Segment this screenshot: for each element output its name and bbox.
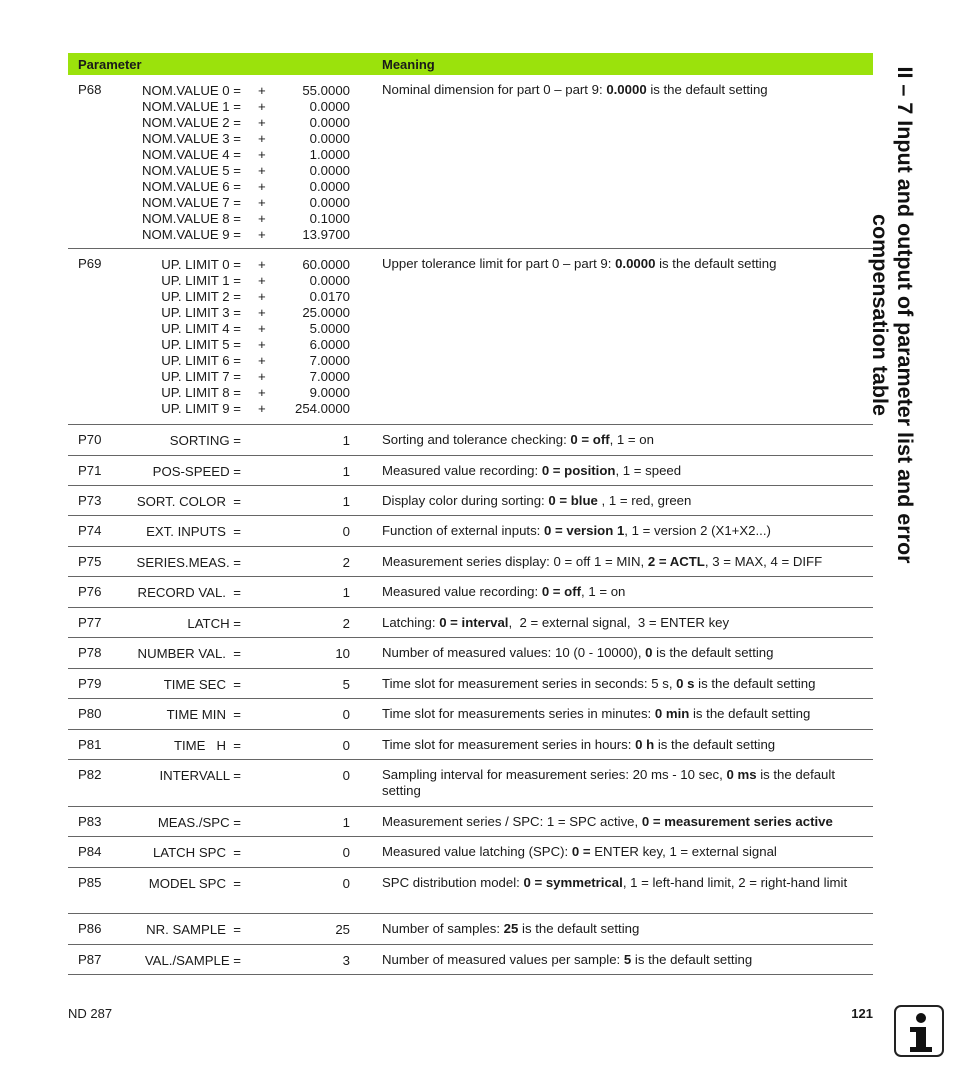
parameter-line — [68, 195, 358, 211]
side-title-line-2: compensation table — [868, 214, 892, 416]
parameter-value: 13.9700 — [302, 227, 350, 242]
parameter-id: P83 — [78, 814, 102, 829]
meaning-text: is the default setting — [631, 952, 753, 967]
parameter-label: UP. LIMIT 9 = — [161, 401, 241, 416]
parameter-value: 5 — [342, 677, 350, 692]
parameter-line — [68, 115, 358, 131]
table-row — [68, 638, 873, 669]
parameter-id: P80 — [78, 706, 102, 721]
table-row — [68, 669, 873, 699]
parameter-id: P78 — [78, 645, 102, 660]
parameter-line — [68, 99, 358, 115]
parameter-id: P77 — [78, 615, 102, 630]
parameter-value: 7.0000 — [309, 369, 350, 384]
parameter-label: UP. LIMIT 4 = — [161, 321, 241, 336]
parameter-meaning — [382, 493, 870, 509]
value-sign: + — [258, 337, 266, 352]
parameter-label: UP. LIMIT 0 = — [161, 257, 241, 272]
parameter-value: 1 — [342, 585, 350, 600]
value-sign: + — [258, 227, 266, 242]
parameter-id: P82 — [78, 767, 102, 782]
parameter-value: 1 — [342, 464, 350, 479]
value-sign: + — [258, 321, 266, 336]
header-parameter: Parameter — [78, 56, 142, 72]
parameter-line — [68, 401, 358, 417]
parameter-meaning — [382, 645, 870, 661]
value-sign: + — [258, 147, 266, 162]
parameter-values — [68, 953, 358, 969]
parameter-label: MEAS./SPC = — [157, 815, 241, 830]
meaning-text: Display color during sorting: — [382, 493, 549, 508]
meaning-bold-text: 0.0000 — [606, 82, 647, 97]
parameter-value: 0.0000 — [309, 195, 350, 210]
parameter-line — [68, 707, 358, 723]
parameter-values — [68, 815, 358, 831]
parameter-id: P68 — [78, 82, 102, 97]
meaning-bold-text: 0.0000 — [615, 256, 656, 271]
table-row — [68, 486, 873, 516]
table-row — [68, 425, 873, 456]
table-row — [68, 760, 873, 807]
meaning-text: Measured value latching (SPC): — [382, 844, 572, 859]
meaning-text: , 1 = red, green — [597, 493, 692, 508]
meaning-bold-text: 0 = position — [541, 463, 616, 478]
parameter-meaning — [382, 952, 870, 968]
parameter-values — [68, 494, 358, 510]
value-sign: + — [258, 99, 266, 114]
meaning-text: Measurement series display: 0 = off 1 = MIN, — [382, 554, 648, 569]
table-row — [68, 456, 873, 486]
parameter-meaning — [382, 706, 870, 722]
parameter-value: 254.0000 — [294, 401, 350, 416]
parameter-label: UP. LIMIT 2 = — [161, 289, 241, 304]
meaning-text: Sampling interval for measurement series: 20 ms - 10 sec, — [382, 767, 727, 782]
meaning-text: is the default setting — [694, 676, 816, 691]
parameter-line — [68, 353, 358, 369]
parameter-line — [68, 815, 358, 831]
table-row — [68, 730, 873, 760]
parameter-line — [68, 321, 358, 337]
value-sign: + — [258, 305, 266, 320]
meaning-text: Time slot for measurements series in minutes: — [382, 706, 655, 721]
parameter-label: NOM.VALUE 3 = — [141, 131, 241, 146]
parameter-label: NOM.VALUE 6 = — [141, 179, 241, 194]
meaning-text: is the default setting — [382, 767, 839, 798]
meaning-text: is the default setting — [654, 737, 776, 752]
parameter-label: UP. LIMIT 1 = — [161, 273, 241, 288]
parameter-meaning — [382, 554, 870, 570]
meaning-text: is the default setting — [518, 921, 640, 936]
parameter-value: 55.0000 — [302, 83, 350, 98]
meaning-text: ENTER key, 1 = external signal — [590, 844, 777, 859]
meaning-bold-text: 0 = blue — [548, 493, 598, 508]
value-sign: + — [258, 257, 266, 272]
parameter-label: NOM.VALUE 0 = — [141, 83, 241, 98]
parameter-values — [68, 768, 358, 784]
parameter-line — [68, 876, 358, 892]
parameter-line — [68, 494, 358, 510]
parameter-meaning — [382, 844, 870, 860]
parameter-line — [68, 289, 358, 305]
parameter-id: P73 — [78, 493, 102, 508]
parameter-value: 0.0000 — [309, 131, 350, 146]
parameter-label: NR. SAMPLE = — [146, 922, 241, 937]
parameter-value: 0.0000 — [309, 99, 350, 114]
parameter-line — [68, 179, 358, 195]
meaning-text: Nominal dimension for part 0 – part 9: — [382, 82, 607, 97]
table-row — [68, 945, 873, 975]
meaning-text: , 1 = left-hand limit, 2 = right-hand limit — [622, 875, 848, 890]
parameter-label: SERIES.MEAS. = — [136, 555, 241, 570]
parameter-meaning — [382, 676, 870, 692]
parameter-value: 0 — [342, 876, 350, 891]
parameter-id: P84 — [78, 844, 102, 859]
parameter-label: NOM.VALUE 1 = — [141, 99, 241, 114]
meaning-bold-text: 0 = interval — [439, 615, 509, 630]
parameter-label: SORT. COLOR = — [136, 494, 241, 509]
parameter-label: NOM.VALUE 7 = — [141, 195, 241, 210]
meaning-text: Number of measured values per sample: — [382, 952, 624, 967]
parameter-value: 0 — [342, 768, 350, 783]
meaning-text: Measurement series / SPC: 1 = SPC active, — [382, 814, 642, 829]
parameter-values — [68, 616, 358, 632]
parameter-line — [68, 83, 358, 99]
meaning-bold-text: 0 = symmetrical — [523, 875, 623, 890]
parameter-value: 2 — [342, 616, 350, 631]
parameter-line — [68, 616, 358, 632]
parameter-label: UP. LIMIT 7 = — [161, 369, 241, 384]
table-row — [68, 577, 873, 608]
table-row — [68, 837, 873, 868]
parameter-label: NOM.VALUE 2 = — [141, 115, 241, 130]
parameter-id: P69 — [78, 256, 102, 271]
parameter-id: P74 — [78, 523, 102, 538]
value-sign: + — [258, 131, 266, 146]
value-sign: + — [258, 273, 266, 288]
parameter-id: P81 — [78, 737, 102, 752]
parameter-value: 0.1000 — [309, 211, 350, 226]
parameter-value: 2 — [342, 555, 350, 570]
table-row — [68, 249, 873, 425]
meaning-text: Time slot for measurement series in seconds: 5 s, — [382, 676, 677, 691]
table-row — [68, 547, 873, 577]
meaning-bold-text: 0 = version 1 — [544, 523, 625, 538]
parameter-value: 1.0000 — [309, 147, 350, 162]
parameter-label: NOM.VALUE 9 = — [141, 227, 241, 242]
meaning-text: , 2 = external signal, 3 = ENTER key — [508, 615, 730, 630]
meaning-text: Upper tolerance limit for part 0 – part 9: — [382, 256, 616, 271]
meaning-text: , 3 = MAX, 4 = DIFF — [704, 554, 823, 569]
parameter-line — [68, 273, 358, 289]
meaning-bold-text: 5 — [623, 952, 632, 967]
parameter-value: 0 — [342, 707, 350, 722]
parameter-value: 0.0000 — [309, 163, 350, 178]
meaning-text: SPC distribution model: — [382, 875, 524, 890]
parameter-values — [68, 257, 358, 417]
value-sign: + — [258, 115, 266, 130]
parameter-line — [68, 738, 358, 754]
parameter-value: 0.0000 — [309, 179, 350, 194]
parameter-line — [68, 646, 358, 662]
meaning-bold-text: 0 = — [571, 844, 591, 859]
parameter-value: 25.0000 — [302, 305, 350, 320]
parameter-id: P87 — [78, 952, 102, 967]
value-sign: + — [258, 195, 266, 210]
meaning-text: , 1 = version 2 (X1+X2...) — [624, 523, 771, 538]
meaning-bold-text: 0 h — [635, 737, 655, 752]
parameter-id: P70 — [78, 432, 102, 447]
parameter-label: UP. LIMIT 6 = — [161, 353, 241, 368]
parameter-value: 0.0000 — [309, 115, 350, 130]
parameter-id: P76 — [78, 584, 102, 599]
parameter-label: VAL./SAMPLE = — [144, 953, 241, 968]
parameter-value: 1 — [342, 494, 350, 509]
page-number: 121 — [851, 1006, 873, 1021]
parameter-label: RECORD VAL. = — [137, 585, 241, 600]
parameter-line — [68, 953, 358, 969]
parameter-values — [68, 677, 358, 693]
meaning-text: , 1 = speed — [615, 463, 682, 478]
parameter-line — [68, 131, 358, 147]
meaning-bold-text: 0 min — [654, 706, 690, 721]
header-meaning: Meaning — [382, 56, 435, 72]
parameter-id: P75 — [78, 554, 102, 569]
parameter-label: LATCH = — [187, 616, 241, 631]
parameter-label: LATCH SPC = — [152, 845, 241, 860]
table-row — [68, 807, 873, 837]
parameter-label: NOM.VALUE 4 = — [141, 147, 241, 162]
parameter-label: INTERVALL = — [159, 768, 241, 783]
parameter-value: 0 — [342, 524, 350, 539]
parameter-meaning — [382, 256, 870, 272]
value-sign: + — [258, 179, 266, 194]
parameter-line — [68, 257, 358, 273]
value-sign: + — [258, 385, 266, 400]
footer-product: ND 287 — [68, 1006, 113, 1021]
table-header — [68, 53, 873, 75]
parameter-label: MODEL SPC = — [148, 876, 241, 891]
meaning-text: is the default setting — [689, 706, 811, 721]
parameter-value: 60.0000 — [302, 257, 350, 272]
parameter-line — [68, 305, 358, 321]
table-row — [68, 868, 873, 914]
parameter-meaning — [382, 814, 870, 830]
table-row — [68, 608, 873, 638]
parameter-value: 0 — [342, 845, 350, 860]
parameter-line — [68, 845, 358, 861]
parameter-meaning — [382, 523, 870, 539]
parameter-line — [68, 227, 358, 243]
meaning-text: , 1 = on — [581, 584, 626, 599]
parameter-values — [68, 464, 358, 480]
parameter-line — [68, 385, 358, 401]
parameter-id: P79 — [78, 676, 102, 691]
table-row — [68, 516, 873, 547]
parameter-label: NUMBER VAL. = — [137, 646, 241, 661]
parameter-value: 10 — [335, 646, 350, 661]
parameter-line — [68, 147, 358, 163]
parameter-table — [68, 53, 873, 975]
parameter-value: 0.0170 — [309, 289, 350, 304]
meaning-bold-text: 0 = measurement series active — [641, 814, 833, 829]
value-sign: + — [258, 353, 266, 368]
parameter-line — [68, 433, 358, 449]
table-row — [68, 75, 873, 249]
parameter-line — [68, 369, 358, 385]
parameter-values — [68, 738, 358, 754]
parameter-meaning — [382, 615, 870, 631]
meaning-text: is the default setting — [655, 256, 777, 271]
side-title-line-1: II – 7 Input and output of parameter list and error — [893, 66, 917, 564]
parameter-values — [68, 585, 358, 601]
parameter-value: 6.0000 — [309, 337, 350, 352]
parameter-label: TIME SEC = — [163, 677, 241, 692]
parameter-id: P85 — [78, 875, 102, 890]
parameter-value: 1 — [342, 815, 350, 830]
meaning-text: Measured value recording: — [382, 463, 542, 478]
parameter-line — [68, 524, 358, 540]
parameter-values — [68, 83, 358, 243]
parameter-value: 9.0000 — [309, 385, 350, 400]
parameter-value: 5.0000 — [309, 321, 350, 336]
meaning-text: Function of external inputs: — [382, 523, 545, 538]
meaning-text: Number of samples: — [382, 921, 504, 936]
parameter-meaning — [382, 82, 870, 98]
parameter-line — [68, 585, 358, 601]
meaning-bold-text: 0 s — [676, 676, 695, 691]
parameter-values — [68, 845, 358, 861]
parameter-label: TIME MIN = — [166, 707, 241, 722]
parameter-label: UP. LIMIT 3 = — [161, 305, 241, 320]
parameter-label: TIME H = — [173, 738, 241, 753]
meaning-text: is the default setting — [652, 645, 774, 660]
parameter-value: 0 — [342, 738, 350, 753]
parameter-values — [68, 922, 358, 938]
parameter-line — [68, 211, 358, 227]
parameter-label: NOM.VALUE 8 = — [141, 211, 241, 226]
value-sign: + — [258, 211, 266, 226]
meaning-text: Time slot for measurement series in hours: — [382, 737, 636, 752]
meaning-bold-text: 0 = off — [570, 432, 610, 447]
meaning-text: Sorting and tolerance checking: — [382, 432, 571, 447]
parameter-value: 7.0000 — [309, 353, 350, 368]
parameter-line — [68, 464, 358, 480]
meaning-bold-text: 0 — [645, 645, 653, 660]
meaning-bold-text: 2 = ACTL — [647, 554, 705, 569]
parameter-id: P71 — [78, 463, 102, 478]
parameter-line — [68, 163, 358, 179]
meaning-bold-text: 0 = off — [541, 584, 582, 599]
meaning-bold-text: 0 ms — [726, 767, 757, 782]
meaning-text: , 1 = on — [609, 432, 654, 447]
parameter-meaning — [382, 767, 870, 799]
parameter-line — [68, 768, 358, 784]
parameter-meaning — [382, 875, 870, 891]
table-body — [68, 75, 873, 975]
parameter-label: POS-SPEED = — [152, 464, 241, 479]
parameter-line — [68, 922, 358, 938]
parameter-values — [68, 524, 358, 540]
parameter-label: UP. LIMIT 5 = — [161, 337, 241, 352]
parameter-values — [68, 433, 358, 449]
parameter-meaning — [382, 737, 870, 753]
parameter-label: UP. LIMIT 8 = — [161, 385, 241, 400]
parameter-values — [68, 646, 358, 662]
value-sign: + — [258, 369, 266, 384]
parameter-line — [68, 677, 358, 693]
value-sign: + — [258, 401, 266, 416]
parameter-label: EXT. INPUTS = — [146, 524, 241, 539]
table-row — [68, 914, 873, 945]
meaning-text: Latching: — [382, 615, 440, 630]
parameter-label: SORTING = — [169, 433, 241, 448]
parameter-id: P86 — [78, 921, 102, 936]
parameter-value: 0.0000 — [309, 273, 350, 288]
parameter-line — [68, 555, 358, 571]
table-row — [68, 699, 873, 730]
meaning-text: Number of measured values: 10 (0 - 10000), — [382, 645, 646, 660]
value-sign: + — [258, 163, 266, 178]
parameter-value: 1 — [342, 433, 350, 448]
parameter-line — [68, 337, 358, 353]
meaning-text: is the default setting — [646, 82, 768, 97]
parameter-value: 3 — [342, 953, 350, 968]
parameter-meaning — [382, 921, 870, 937]
value-sign: + — [258, 83, 266, 98]
parameter-label: NOM.VALUE 5 = — [141, 163, 241, 178]
parameter-value: 25 — [335, 922, 350, 937]
parameter-meaning — [382, 432, 870, 448]
value-sign: + — [258, 289, 266, 304]
parameter-values — [68, 707, 358, 723]
meaning-bold-text: 25 — [503, 921, 519, 936]
meaning-text: Measured value recording: — [382, 584, 542, 599]
parameter-values — [68, 876, 358, 892]
parameter-meaning — [382, 584, 870, 600]
parameter-meaning — [382, 463, 870, 479]
info-icon — [894, 1005, 944, 1057]
parameter-values — [68, 555, 358, 571]
